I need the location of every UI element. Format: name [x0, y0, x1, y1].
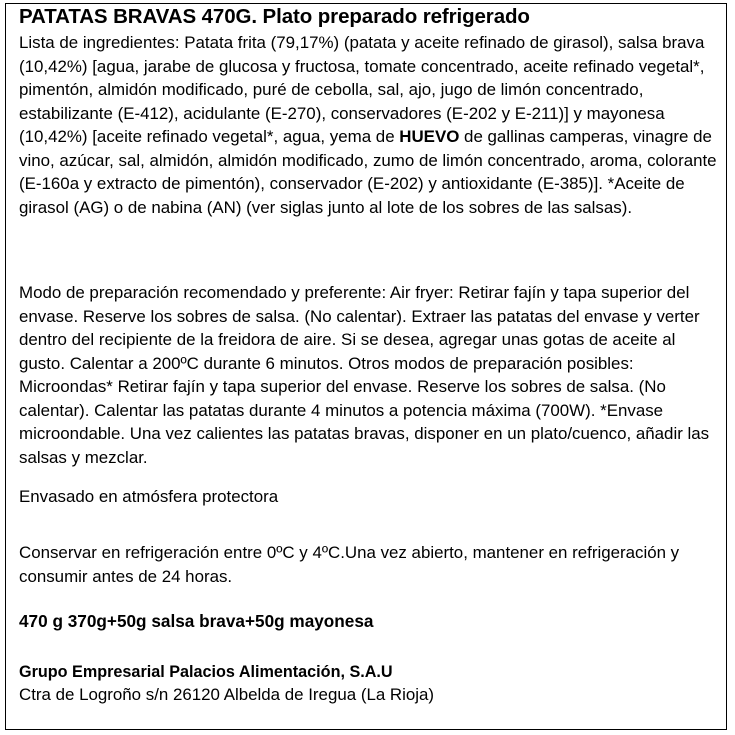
manufacturer-address: Ctra de Logroño s/n 26120 Albelda de Iregua (La Rioja)	[19, 685, 435, 704]
net-weight: 470 g 370g+50g salsa brava+50g mayonesa	[19, 611, 374, 631]
ingredients-list	[19, 31, 722, 219]
preparation-instructions: Modo de preparación recomendado y preferente: Air fryer: Retirar fajín y tapa superior del envase. Reserve los sobres de salsa. (No calentar). Extraer las patatas del envase y verter dentro del recipiente de la freidora de aire. Si se desea, agregar unas gotas de aceite al gusto. Calentar a 200ºC durante 6 minutos. Otros modos de preparación posibles: Microondas* Retirar fajín y tapa superior del envase. Reserve los sobres de salsa. (No calentar). Calentar las patatas durante 4 minutos a potencia máxima (700W). *Envase microondable. Una vez calientes las patatas bravas, disponer en un plato/cuenco, añadir las salsas y mezclar.	[19, 283, 710, 467]
product-label	[5, 3, 727, 730]
ingredients-text-end: de gallinas camperas, vinagre de vino, azúcar, sal, almidón, almidón modificado, zumo de limón concentrado, aroma, colorante (E-160a y extracto de pimentón), conservador (E-202) y antioxidante (E-385)]. *Aceite de girasol (AG) o de nabina (AN) (ver siglas junto al lote de los sobres de las salsas).	[19, 127, 717, 217]
ingredients-text-start: Lista de ingredientes: Patata frita (79,17%) (patata y aceite refinado de girasol), salsa brava (10,42%) [agua, jarabe de glucosa y fructosa, tomate concentrado, aceite refinado vegetal*, pimentón, almidón modificado, puré de cebolla, sal, ajo, jugo de limón concentrado, estabilizante (E-412), acidulante (E-270), conservadores (E-202 y E-211)] y mayonesa (10,42%) [aceite refinado vegetal*, agua, yema de	[19, 33, 705, 146]
packaging-note: Envasado en atmósfera protectora	[19, 487, 279, 506]
product-title: PATATAS BRAVAS 470G. Plato preparado refrigerado	[19, 5, 530, 28]
allergen-highlight: HUEVO	[399, 127, 460, 146]
manufacturer-name: Grupo Empresarial Palacios Alimentación, S.A.U	[19, 663, 393, 681]
storage-instructions: Conservar en refrigeración entre 0ºC y 4ºC.Una vez abierto, mantener en refrigeración y consumir antes de 24 horas.	[19, 543, 680, 586]
